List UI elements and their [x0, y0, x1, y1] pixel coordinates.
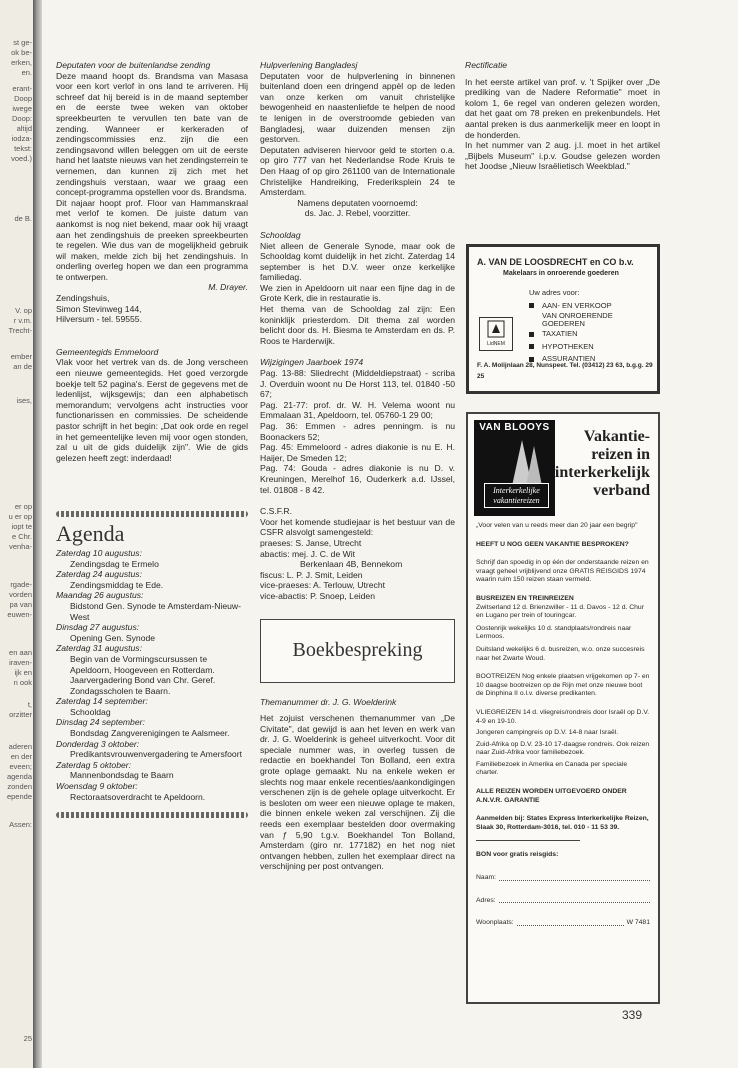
section-title: Schooldag — [260, 229, 301, 240]
previous-page-text: st ge- — [13, 38, 32, 47]
previous-page-text: ember — [10, 352, 32, 361]
previous-page-text: erken, — [11, 58, 32, 67]
agenda-date: Dinsdag 27 augustus: — [56, 622, 140, 633]
previous-page-text: an de — [13, 362, 32, 371]
section-body: Deze maand hoopt ds. Brandsma van Masasa voor een kort verlof in ons land te arriveren. Hij schreef dat hij bereid is in de maand september en de eerste twee weken van oktober spreekbeurten te vervullen ten bate van de zending. Wanneer er kerkeraden of zendingscommissies enz. zijn die een zendingsavond willen beleggen om uit de eerste hand het laatste nieuws van het zendingsterrein te vernemen, dan kunnen zij zich met het zendingshuis verstaan, waar we graag een concept-programma opstellen voor ds. Brandsma. — [56, 70, 248, 198]
coupon-city-field[interactable]: Woonplaats: W 7481 — [476, 919, 650, 927]
agenda-event: Bondsdag Zangverenigingen te Aalsmeer. — [70, 728, 230, 739]
previous-page-text: r v.m. — [13, 316, 32, 325]
previous-page-text: epende — [6, 792, 32, 801]
church-image — [474, 420, 555, 516]
previous-page-text: ises, — [16, 396, 32, 405]
previous-page-text: en aan — [9, 648, 32, 657]
page-number: 339 — [622, 1008, 643, 1022]
section-body: Pag. 45: Emmeloord - adres diakonie is nu E. H. Haijer, De Smeden 12; — [260, 442, 455, 463]
previous-page-text: n ook — [13, 678, 32, 687]
previous-page-text: Assen: — [9, 820, 32, 829]
previous-page-text: zonden — [7, 782, 32, 791]
previous-page-text: en der — [10, 752, 32, 761]
service-item: TAXATIEN — [529, 328, 649, 341]
previous-page-text: t, — [27, 700, 32, 709]
advertisement-van-blooys — [466, 412, 660, 1004]
ad-text: Schrijf dan spoedig in op één der onderstaande reizen en vraagt geheel vrijblijvend onze GRATIS REISGIDS 1974 waarin ruim 150 reizen staan vermeld. — [476, 559, 649, 584]
section-body: Deputaten voor de hulpverlening in binnenen buitenland doen een dringend appèl op de leden van onze kerken om vanuit christelijke bewogenheid en naastenliefde te helpen de nood te lenigen in de overstroomde gebieden van Bangladesj, waar duizenden mensen zijn gestorven. — [260, 70, 455, 145]
board-line: fiscus: L. P. J. Smit, Leiden — [260, 569, 363, 580]
signature: ds. Jac. J. Rebel, voorzitter. — [304, 208, 411, 219]
section-body: Deputaten adviseren hiervoor geld te storten o.a. op giro 777 van het Nederlandse Rode Kruis te Den Haag of op giro 261100 van de Internationale Christelijke Handreiking, Frederiksplein 24 te Amsterdam. — [260, 144, 455, 198]
previous-page-text: er op — [14, 502, 32, 511]
ad-guarantee: ALLE REIZEN WORDEN UITGEVOERD ONDER A.N.V.R. GARANTIE — [476, 788, 627, 804]
ad-text: VLIEGREIZEN 14 d. vliegreis/rondreis door Israël op D.V. 4-9 en 19-10. — [476, 708, 650, 725]
section-title: Wijzigingen Jaarboek 1974 — [260, 357, 364, 368]
agenda-event: Zendingsdag te Ermelo — [70, 558, 159, 569]
previous-page-text: iopt te — [11, 522, 32, 531]
ad-contact: Aanmelden bij: States Express Interkerkelijke Reizen, Slaak 30, Rotterdam-3016, tel. 010 - 11 53 39. — [476, 815, 649, 831]
ad-text: Zwitserland 12 d. Brienzwiller - 11 d. Davos - 12 d. Chur en Lugano per trein of touringcar. — [476, 603, 644, 620]
agenda-event: Opening Gen. Synode — [70, 632, 156, 643]
binding-gutter — [33, 0, 42, 1068]
ad-question: HEEFT U NOG GEEN VAKANTIE BESPROKEN? — [476, 540, 629, 548]
previous-page-text: u er op — [8, 512, 32, 521]
section-body: Dit najaar hoopt prof. Floor van Hammanskraal met verlof te komen. De juiste datum van aankomst is nog niet bekend, maar ook hij vraagt aan het zendingshuis de preeken spreekbeurten te regelen. Wie dus van de mogelijkheid gebruik wil maken, melde zich bij het zendingshuis. In onderling overleg hopen we dan een programma te ontwerpen. — [56, 197, 248, 282]
previous-page-text: iodza- — [11, 134, 32, 143]
previous-page-text: 25 — [23, 1034, 32, 1043]
section-body: Pag. 36: Emmen - adres penningm. is nu Boonackers 52; — [260, 421, 455, 442]
agenda-date: Donderdag 3 oktober: — [56, 738, 140, 749]
previous-page-text: Doop — [14, 94, 32, 103]
agenda-date: Woensdag 9 oktober: — [56, 781, 138, 792]
ad-text: BOOTREIZEN Nog enkele plaatsen vrijgekomen op 7- en 10 daagse bootreizen op de Rijn met onze nieuwe boot de Dinphina II o.l.v. diverse predikanten. — [476, 673, 650, 698]
ad-banner — [474, 420, 652, 516]
column-3 — [465, 60, 660, 172]
agenda-date: Zaterdag 14 september: — [56, 696, 148, 707]
agenda-event: Predikantsvrouwenvergadering te Amersfoort — [70, 749, 242, 760]
section-body: Vlak voor het vertrek van ds. de Jong verscheen een nieuwe gemeentegids. Het goed verzorgde boekje telt 52 pagina's. Eerst de gegevens met de ledenlijst, wijksgewijs; dan een alphabetisch memorandum; vervolgens acht instructies voor functionarissen en commissies. De scheidende pastor schrijft in het begin: „Dat ook orde en regel in het gemeentelijke leven mij voor ogen stonden, zal u uit de gids duidelijk zijn". Wie de gids gelezen heeft zegt: inderdaad! — [56, 357, 248, 463]
section-title: Deputaten voor de buitenlandse zending — [56, 60, 211, 70]
previous-page-text: eveen; — [9, 762, 32, 771]
previous-page-text: pa van — [9, 600, 32, 609]
coupon-name-field[interactable]: Naam: — [476, 874, 650, 883]
coupon-address-field[interactable]: Adres: — [476, 897, 650, 906]
divider — [56, 511, 248, 517]
section-body: Het zojuist verschenen themanummer van „De Civitate", dat gewijd is aan het leven en werk van dr. J. G. Woelderink is geheel uitverkocht. Voor dit speciale nummer was, in overleg tussen de redactie en boekhandel Ton Bolland, een extra grote oplage gemaakt. Nu na enkele weken er slechts nog maar enkele recenties/aankondigingen verschenen zijn is de gehele oplage uitverkocht. Er is besloten om weer een nieuwe oplage te maken, die binnen enkele weken zal verschijnen. Zij die reeds een exemplaar bestelden door overmaking van ƒ 5,90 t.g.v. Boekhandel Ton Bolland, Amsterdam (giro nr. 177182) en het nog niet ontvangen hebben, zullen het exemplaar direct na verschijning per post ontvangen. — [260, 713, 455, 872]
agenda-event: Schooldag — [70, 706, 111, 717]
section-body: In het eerste artikel van prof. v. 't Spijker over „De prediking van de Nadere Reformatie" moet in kolom 1, 6e regel van onderen gelezen worden, dat het gaat om 78 preken en prekenbundels. Het aantal preken is dus aanmerkelijk meer en loopt in de honderden. — [465, 76, 660, 140]
signature: Namens deputaten voornoemd: — [297, 197, 418, 208]
coupon-title: BON voor gratis reisgids: — [476, 851, 559, 859]
agenda-event: Begin van de Vormingscursussen te Apeldoorn, Hoogeveen en Rotterdam. Jaarvergadering Bond van Chr. Geref. Zondagsscholen te Baarn. — [70, 653, 216, 696]
address-line: Simon Stevinweg 144, — [56, 303, 142, 314]
brand-name: VAN BLOOYS — [479, 422, 550, 433]
previous-page-edge — [0, 0, 34, 1068]
section-body: Voor het komende studiejaar is het bestuur van de CSFR alsvolgt samengesteld: — [260, 516, 455, 538]
previous-page-text: iraven- — [9, 658, 32, 667]
service-item: HYPOTHEKEN — [529, 341, 649, 354]
section-body: Het thema van de Schooldag zal zijn: Een koninklijk priesterdom. Dit thema zal worden belicht door ds. H. Biesma te Amsterdam en ds. P. Roos te Harderwijk. — [260, 304, 455, 346]
ad-subtitle: Makelaars in onroerende goederen — [503, 270, 619, 277]
section-body: In het nummer van 2 aug. j.l. moet in het artikel „Bijbels Museum" i.p.v. Goudse gelezen worden het Joodse „Nieuw Israëlietisch Weekblad." — [465, 140, 660, 172]
previous-page-text: vorden — [9, 590, 32, 599]
section-title: C.S.F.R. — [260, 506, 292, 517]
ad-section-heading: BUSREIZEN EN TREINREIZEN — [476, 594, 574, 602]
section-title: Gemeentegids Emmeloord — [56, 346, 159, 357]
service-item: ASSURANTIEN — [529, 353, 649, 366]
board-line: abactis: mej. J. C. de Wit — [260, 548, 356, 559]
previous-page-text: de B. — [14, 214, 32, 223]
agenda-date: Zaterdag 10 augustus: — [56, 547, 142, 558]
board-line: vice-praeses: A. Terlouw, Utrecht — [260, 580, 385, 591]
service-item: AAN- EN VERKOOP — [529, 300, 649, 313]
previous-page-text: ijk en — [14, 668, 32, 677]
previous-page-text: aderen — [8, 742, 32, 751]
ad-intro: Uw adres voor: — [529, 288, 580, 297]
column-1 — [56, 60, 248, 830]
previous-page-text: en. — [21, 68, 32, 77]
ad-headline: Vakantie- reizen in interkerkelijk verband — [554, 428, 650, 499]
previous-page-text: voed.) — [11, 154, 32, 163]
book-review-heading: Boekbespreking — [260, 619, 455, 683]
section-body: Niet alleen de Generale Synode, maar ook de Schooldag komt duidelijk in het zicht. Zaterdag 14 september is het D.V. weer onze kerkelijke familiedag. — [260, 240, 455, 283]
previous-page-text: altijd — [16, 124, 32, 133]
agenda-list — [56, 548, 248, 802]
previous-page-text: erant- — [12, 84, 32, 93]
ad-quote: „Voor velen van u reeds meer dan 20 jaar een begrip" — [476, 522, 638, 529]
advertisement-loosdrecht — [466, 244, 660, 394]
nem-logo-icon: LidNEM — [479, 317, 513, 351]
board-line: Berkenlaan 4B, Bennekom — [300, 559, 403, 570]
previous-page-text: ok be- — [11, 48, 32, 57]
previous-page-text: euwen- — [7, 610, 32, 619]
address-line: Zendingshuis, — [56, 293, 110, 304]
previous-page-text: e Chr. — [11, 532, 32, 541]
ad-text: Oostenrijk wekelijks 10 d. standplaats/rondreis naar Lermoos. — [476, 624, 632, 641]
section-body: Pag. 74: Gouda - adres diakonie is nu D. v. Kreuningen, Merelhof 16, Ouderkerk a.d. IJssel, tel. 01808 - 8 42. — [260, 463, 455, 495]
previous-page-text: tekst: — [14, 144, 32, 153]
service-item: VAN ONROERENDE GOEDEREN — [542, 311, 613, 328]
coupon-code: W 7481 — [626, 919, 650, 927]
agenda-event: Zendingsmiddag te Ede. — [70, 579, 164, 590]
previous-page-text: Doop: — [11, 114, 32, 123]
previous-page-text: V. op — [15, 306, 32, 315]
section-title: Hulpverlening Bangladesj — [260, 60, 358, 70]
divider — [56, 812, 248, 818]
board-line: vice-abactis: P. Snoep, Leiden — [260, 590, 375, 601]
ad-title: A. VAN DE LOOSDRECHT en CO b.v. — [477, 257, 634, 267]
signature: M. Drayer. — [208, 282, 248, 293]
board-line: praeses: S. Janse, Utrecht — [260, 537, 362, 548]
section-body: We zien in Apeldoorn uit naar een fijne dag in de Grote Kerk, die in restauratie is. — [260, 282, 455, 304]
ad-address: F. A. Molijnlaan 28, Nunspeet. Tel. (03412) 23 63, b.g.g. 29 25 — [477, 362, 653, 380]
agenda-event: Bidstond Gen. Synode te Amsterdam-Nieuw-West — [70, 600, 242, 622]
agenda-event: Rectoraatsoverdracht te Apeldoorn. — [70, 791, 206, 802]
ad-text: Duitsland wekelijks 6 d. busreizen, w.o. onze succesreis naar het Zwarte Woud. — [476, 645, 645, 662]
agenda-date: Zaterdag 5 oktober: — [56, 759, 132, 770]
previous-page-text: Trecht- — [8, 326, 32, 335]
section-title: Rectificatie — [465, 60, 508, 70]
ad-text: Zuid-Afrika op D.V. 23-10 17-daagse rondreis. Ook reizen naar Zuid-Afrika voor familiebezoek. — [476, 740, 650, 757]
agenda-heading: Agenda — [56, 521, 125, 547]
previous-page-text: orzitter — [9, 710, 32, 719]
previous-page-text: venha- — [9, 542, 32, 551]
previous-page-text: agenda — [6, 772, 32, 781]
section-body: Pag. 21-77: prof. dr. W. H. Velema woont nu Emmalaan 31, Apeldoorn, tel. 05760-1 29 00; — [260, 399, 455, 421]
agenda-date: Zaterdag 31 augustus: — [56, 643, 142, 654]
section-body: Pag. 13-88: Sliedrecht (Middeldiepstraat) - scriba J. Overduin woont nu De Horst 113, tel. 01840 -50 67; — [260, 368, 455, 400]
section-title: Themanummer dr. J. G. Woelderink — [260, 696, 397, 707]
previous-page-text: rgade- — [10, 580, 32, 589]
agenda-date: Zaterdag 24 augustus: — [56, 569, 142, 580]
brand-subtitle: Interkerkelijke vakantiereizen — [484, 483, 549, 508]
agenda-date: Dinsdag 24 september: — [56, 717, 145, 728]
previous-page-text: iwege — [12, 104, 32, 113]
agenda-date: Maandag 26 augustus: — [56, 590, 144, 601]
agenda-event: Mannenbondsdag te Baarn — [70, 770, 174, 781]
ad-text: Jongeren campingreis op D.V. 14-8 naar Israël. — [476, 729, 619, 737]
ad-services — [529, 287, 649, 366]
column-2 — [260, 60, 455, 872]
ad-text: Familiebezoek in Amerika en Canada per speciale charter. — [476, 760, 628, 777]
address-line: Hilversum - tel. 59555. — [56, 314, 142, 325]
